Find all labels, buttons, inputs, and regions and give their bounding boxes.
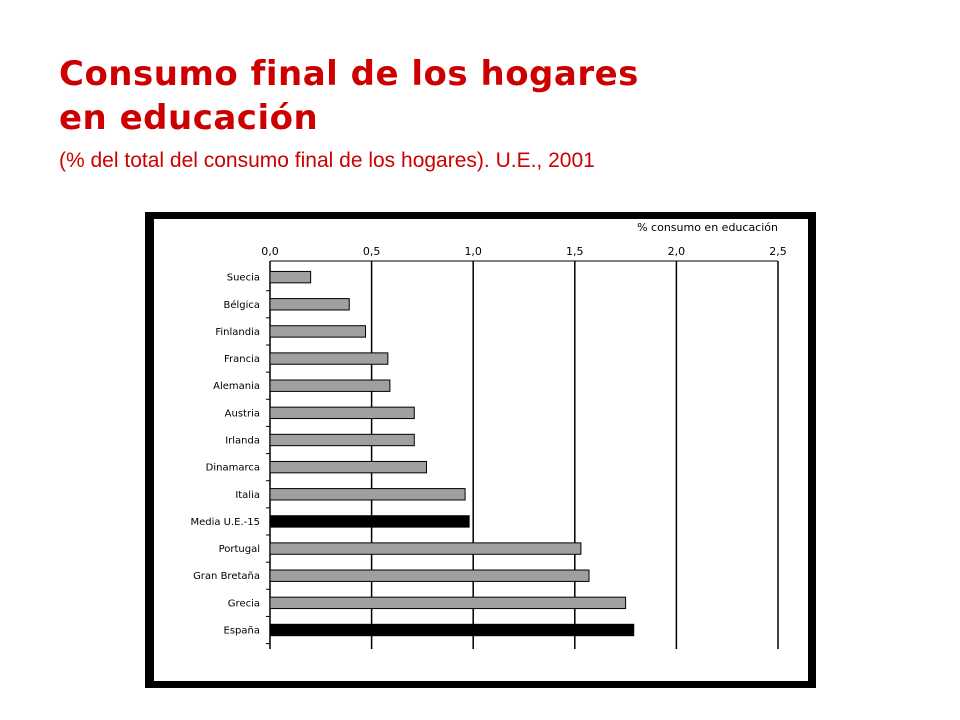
bar bbox=[270, 570, 589, 581]
category-label: España bbox=[223, 625, 260, 637]
category-label: Finlandia bbox=[215, 326, 260, 338]
bar bbox=[270, 624, 634, 635]
bar bbox=[270, 380, 390, 391]
x-tick-label: 1,5 bbox=[566, 245, 584, 258]
subtitle-main: (% del total del consumo final de los hogares). bbox=[59, 149, 490, 172]
plot-background bbox=[154, 219, 808, 681]
x-tick-label: 2,0 bbox=[667, 245, 686, 258]
category-label: Austria bbox=[224, 408, 260, 420]
subtitle-source: U.E., 2001 bbox=[489, 149, 595, 172]
chart-frame bbox=[145, 212, 816, 688]
category-label: Suecia bbox=[226, 272, 260, 284]
chart-title-line-1: Consumo final de los hogares bbox=[59, 54, 639, 94]
x-tick-label: 0,5 bbox=[362, 245, 381, 258]
bar-chart bbox=[145, 212, 816, 688]
category-label: Grecia bbox=[227, 598, 260, 610]
bar bbox=[270, 434, 414, 445]
category-label: Portugal bbox=[218, 544, 260, 556]
x-tick-label: 2,5 bbox=[769, 245, 787, 258]
category-label: Francia bbox=[223, 354, 260, 366]
x-axis-label: % consumo en educación bbox=[637, 221, 778, 234]
category-label: Alemania bbox=[213, 381, 260, 393]
bar bbox=[270, 461, 426, 472]
x-tick-label: 0,0 bbox=[261, 245, 279, 258]
category-label: Irlanda bbox=[225, 435, 260, 447]
category-label: Dinamarca bbox=[205, 462, 260, 474]
category-label: Bélgica bbox=[223, 299, 260, 311]
bar bbox=[270, 407, 414, 418]
bar bbox=[270, 326, 366, 337]
bar bbox=[270, 597, 626, 608]
x-tick-label: 1,0 bbox=[464, 245, 482, 258]
category-label: Media U.E.-15 bbox=[190, 516, 260, 528]
category-label: Italia bbox=[235, 489, 260, 501]
chart-title-line-2: en educación bbox=[59, 98, 319, 138]
chart-subtitle bbox=[59, 148, 595, 174]
bar bbox=[270, 489, 465, 500]
bar bbox=[270, 299, 349, 310]
bar bbox=[270, 271, 311, 282]
bar bbox=[270, 543, 581, 554]
bar bbox=[270, 353, 388, 364]
category-label: Gran Bretaña bbox=[193, 571, 260, 583]
bar bbox=[270, 516, 469, 527]
